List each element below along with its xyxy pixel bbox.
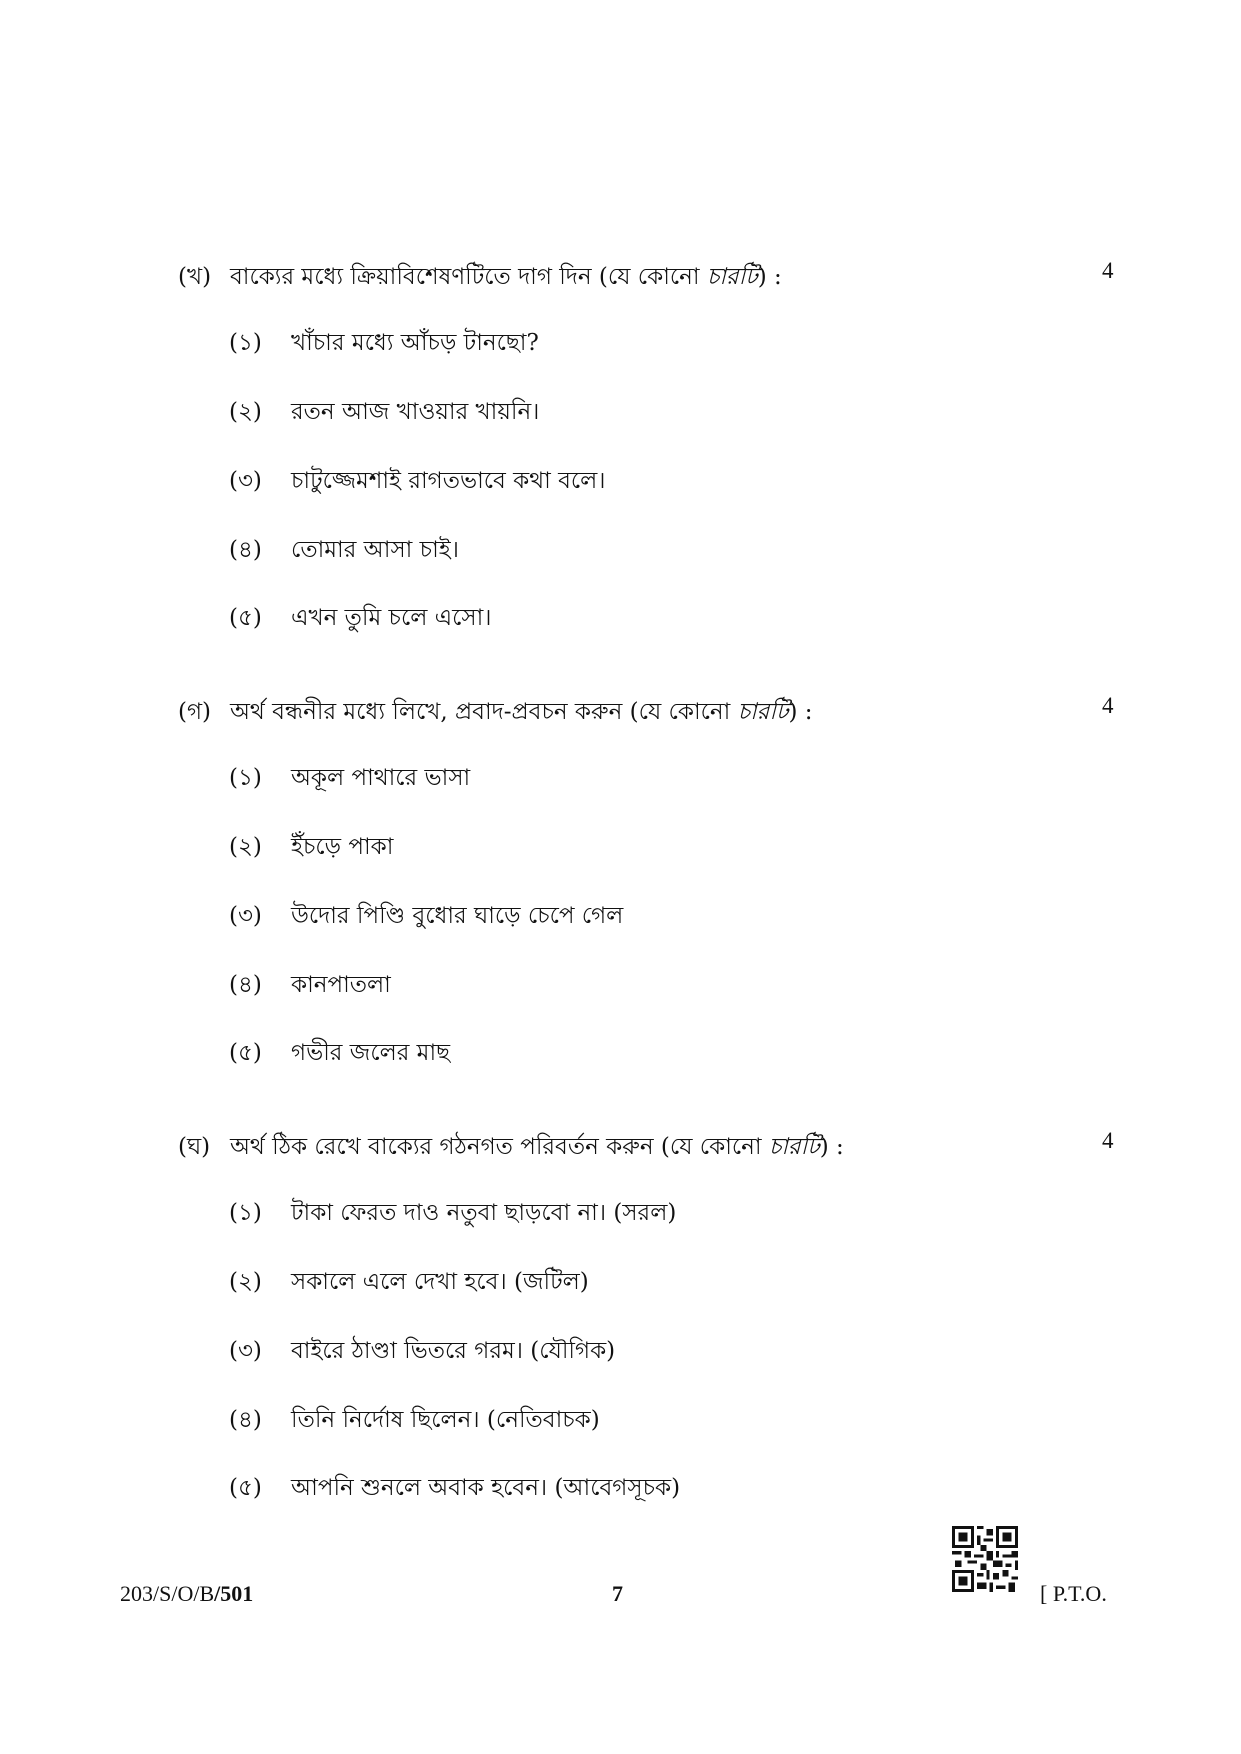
- item-text: কানপাতলা: [291, 972, 391, 998]
- paper-code-prefix: 203/S/O/B: [120, 1581, 215, 1606]
- question-heading: [178, 693, 813, 732]
- please-turn-over: [ P.T.O.: [1040, 1581, 1107, 1606]
- list-item: [229, 462, 606, 501]
- page-number: 7: [612, 1581, 623, 1606]
- item-text: তিনি নির্দোষ ছিলেন। (নেতিবাচক): [291, 1407, 600, 1433]
- question-number: (ঘ): [178, 1134, 211, 1160]
- question-text: অর্থ ঠিক রেখে বাক্যের গঠনগত পরিবর্তন করুন (যে কোনো: [230, 1134, 769, 1160]
- item-number: (৫): [229, 1040, 262, 1066]
- question-marks: 4: [1102, 1128, 1114, 1153]
- question-text: অর্থ বন্ধনীর মধ্যে লিখে, প্রবাদ-প্রবচন করুন (যে কোনো: [230, 699, 738, 725]
- list-item: [229, 1469, 680, 1508]
- item-number: (৫): [229, 605, 262, 631]
- item-text: রতন আজ খাওয়ার খায়নি।: [291, 399, 540, 425]
- item-text: গভীর জলের মাছ: [291, 1040, 451, 1066]
- item-number: (১): [229, 1200, 262, 1226]
- question-heading: [178, 258, 782, 297]
- list-item: [229, 1263, 589, 1302]
- item-number: (২): [229, 399, 262, 425]
- question-text-end: ) :: [788, 699, 813, 725]
- question-marks: 4: [1102, 258, 1114, 283]
- list-item: [229, 1034, 450, 1073]
- item-number: (১): [229, 765, 262, 791]
- list-item: [229, 1194, 676, 1233]
- item-number: (৩): [229, 903, 262, 929]
- item-number: (১): [229, 330, 262, 356]
- item-number: (৪): [229, 972, 262, 998]
- item-number: (৪): [229, 1407, 262, 1433]
- item-number: (৩): [229, 468, 262, 494]
- item-number: (৫): [229, 1475, 262, 1501]
- question-marks: 4: [1102, 693, 1114, 718]
- question-text-end: ) :: [757, 264, 782, 290]
- item-number: (২): [229, 1269, 262, 1295]
- question-emphasis: চারটি: [706, 264, 758, 290]
- item-number: (২): [229, 834, 262, 860]
- list-item: [229, 759, 470, 798]
- item-text: অকূল পাথারে ভাসা: [291, 765, 471, 791]
- list-item: [229, 1401, 600, 1440]
- question-heading: [178, 1128, 844, 1167]
- list-item: [229, 1332, 615, 1371]
- item-text: ইঁচড়ে পাকা: [291, 834, 394, 860]
- question-text: বাক্যের মধ্যে ক্রিয়াবিশেষণটিতে দাগ দিন (যে কোনো: [230, 264, 707, 290]
- item-text: সকালে এলে দেখা হবে। (জটিল): [291, 1269, 589, 1295]
- item-number: (৩): [229, 1338, 262, 1364]
- paper-code: [120, 1581, 253, 1607]
- question-emphasis: চারটি: [768, 1134, 820, 1160]
- list-item: [229, 324, 539, 363]
- item-text: এখন তুমি চলে এসো।: [291, 605, 492, 631]
- item-number: (৪): [229, 537, 262, 563]
- list-item: [229, 897, 623, 936]
- item-text: তোমার আসা চাই।: [291, 537, 459, 563]
- list-item: [229, 828, 393, 867]
- paper-code-suffix: /501: [214, 1581, 254, 1606]
- question-emphasis: চারটি: [737, 699, 789, 725]
- item-text: টাকা ফেরত দাও নতুবা ছাড়বো না। (সরল): [291, 1200, 677, 1226]
- item-text: আপনি শুনলে অবাক হবেন। (আবেগসূচক): [291, 1475, 681, 1501]
- list-item: [229, 599, 492, 638]
- list-item: [229, 531, 459, 570]
- item-text: বাইরে ঠাণ্ডা ভিতরে গরম। (যৌগিক): [291, 1338, 616, 1364]
- list-item: [229, 393, 539, 432]
- item-text: খাঁচার মধ্যে আঁচড় টানছো?: [291, 330, 539, 356]
- question-number: (খ): [178, 264, 212, 290]
- list-item: [229, 966, 391, 1005]
- question-text-end: ) :: [819, 1134, 844, 1160]
- item-text: উদোর পিণ্ডি বুধোর ঘাড়ে চেপে গেল: [291, 903, 624, 929]
- qr-code-icon: [952, 1526, 1018, 1592]
- question-number: (গ): [178, 699, 212, 725]
- item-text: চাটুজ্জেমশাই রাগতভাবে কথা বলে।: [291, 468, 606, 494]
